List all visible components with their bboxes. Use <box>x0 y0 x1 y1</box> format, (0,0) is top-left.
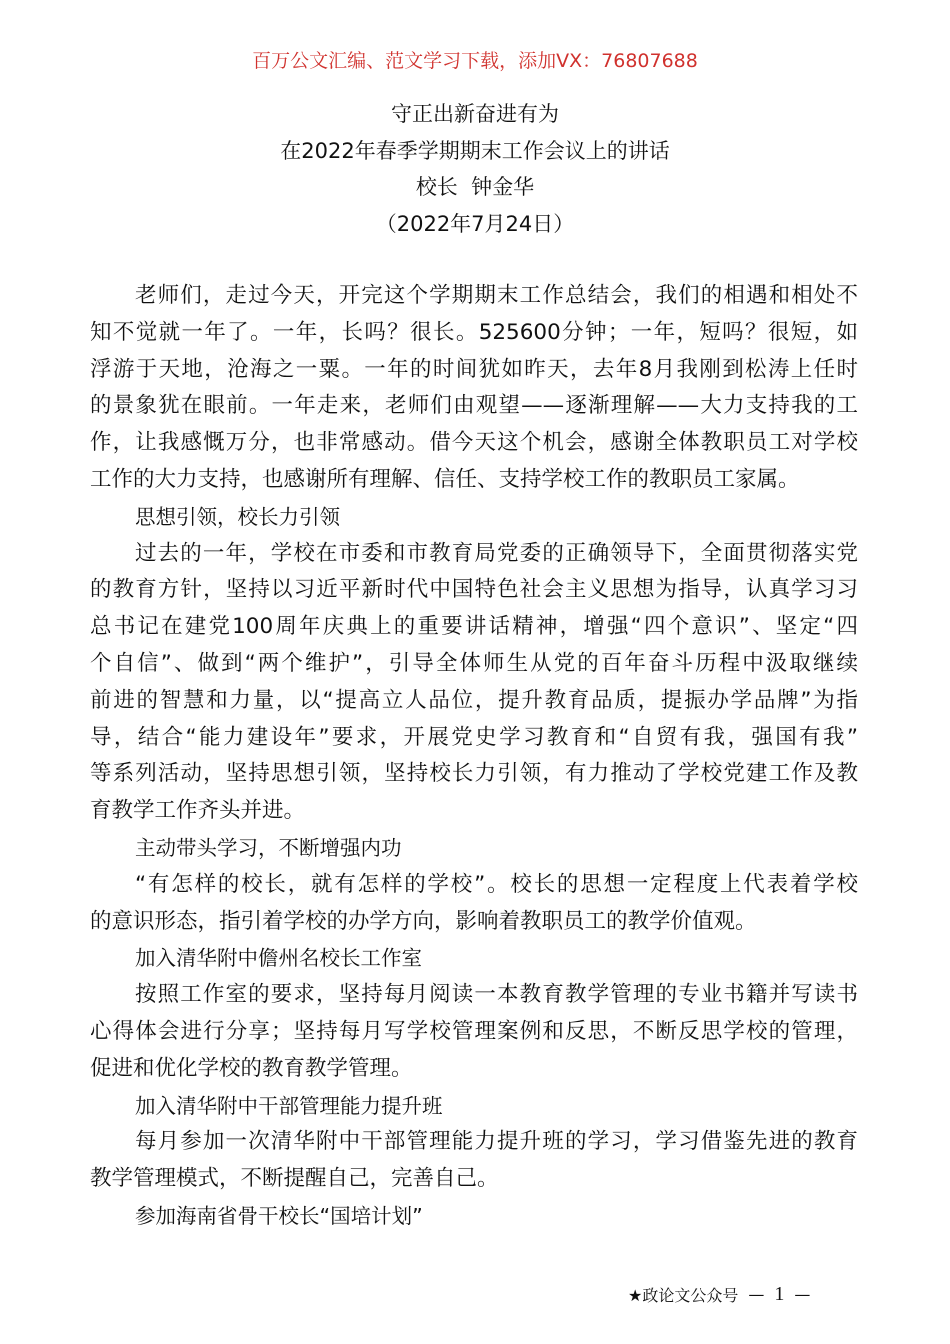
paragraph-line: 过去的一年，学校在市委和市教育局党委的正确领导下，全面贯彻落实党 <box>135 540 858 566</box>
paragraph <box>90 867 858 941</box>
section-heading: 加入清华附中干部管理能力提升班 <box>135 1093 443 1118</box>
page-footer <box>628 1283 810 1306</box>
footer-source: ★政论文公众号 <box>628 1286 739 1305</box>
title-line-2: 在2022年春季学期期末工作会议上的讲话 <box>280 138 670 163</box>
paragraph-line: 工作的大力支持，也感谢所有理解、信任、支持学校工作的教职员工家属。 <box>90 466 800 492</box>
paragraph-line: 每月参加一次清华附中干部管理能力提升班的学习，学习借鉴先进的教育 <box>135 1129 858 1155</box>
watermark-banner: 百万公文汇编、范文学习下载，添加VX：76807688 <box>252 50 698 72</box>
section-heading: 加入清华附中儋州名校长工作室 <box>135 946 422 971</box>
author: 校长 钟金华 <box>415 175 535 200</box>
paragraph <box>90 278 858 499</box>
paragraph <box>90 977 858 1087</box>
section-heading: 思想引领，校长力引领 <box>135 504 340 529</box>
document-body <box>90 278 858 1235</box>
paragraph-line: 的教育方针，坚持以习近平新时代中国特色社会主义思想为指导，认真学习习 <box>90 577 858 603</box>
paragraph-line: 按照工作室的要求，坚持每月阅读一本教育教学管理的专业书籍并写读书 <box>135 982 858 1008</box>
paragraph-line: 育教学工作齐头并进。 <box>90 798 306 824</box>
paragraph-line: 浮游于天地，沧海之一粟。一年的时间犹如昨天，去年8月我刚到松涛上任时 <box>90 356 858 382</box>
title-line-1: 守正出新奋进有为 <box>391 102 559 126</box>
paragraph-line: 教学管理模式，不断提醒自己，完善自己。 <box>90 1166 499 1192</box>
paragraph <box>90 536 858 830</box>
footer-dash: — <box>794 1285 811 1304</box>
paragraph-line: 前进的智慧和力量，以“提高立人品位，提升教育品质，提振办学品牌”为指 <box>90 687 858 713</box>
section-heading: 主动带头学习，不断增强内功 <box>135 835 402 860</box>
paragraph-line: 老师们，走过今天，开完这个学期期末工作总结会，我们的相遇和相处不 <box>135 283 858 308</box>
paragraph-line: 总书记在建党100周年庆典上的重要讲话精神，增强“四个意识”、坚定“四 <box>90 614 858 640</box>
page-number: 1 <box>774 1283 785 1305</box>
paragraph-line: 个自信”、做到“两个维护”，引导全体师生从党的百年奋斗历程中汲取继续 <box>90 650 858 676</box>
paragraph-line: 作，让我感慨万分，也非常感动。借今天这个机会，感谢全体教职员工对学校 <box>90 430 858 456</box>
paragraph-line: 的意识形态，指引着学校的办学方向，影响着教职员工的教学价值观。 <box>90 908 757 934</box>
paragraph <box>90 1124 858 1198</box>
date: （2022年7月24日） <box>375 212 575 237</box>
section-heading: 参加海南省骨干校长“国培计划” <box>135 1203 423 1228</box>
footer-dash: — <box>748 1285 765 1304</box>
paragraph-line: 促进和优化学校的教育教学管理。 <box>90 1055 413 1081</box>
paragraph-line: 的景象犹在眼前。一年走来，老师们由观望——逐渐理解——大力支持我的工 <box>90 393 858 419</box>
title-block <box>0 96 950 243</box>
paragraph-line: 导，结合“能力建设年”要求，开展党史学习教育和“自贸有我，强国有我” <box>90 724 858 750</box>
paragraph-line: 心得体会进行分享；坚持每月写学校管理案例和反思，不断反思学校的管理， <box>90 1018 858 1044</box>
paragraph-line: 知不觉就一年了。一年，长吗？很长。525600分钟；一年，短吗？很短，如 <box>90 319 858 345</box>
paragraph-line: “有怎样的校长，就有怎样的学校”。校长的思想一定程度上代表着学校 <box>135 871 858 897</box>
paragraph-line: 等系列活动，坚持思想引领，坚持校长力引领，有力推动了学校党建工作及教 <box>90 761 858 787</box>
